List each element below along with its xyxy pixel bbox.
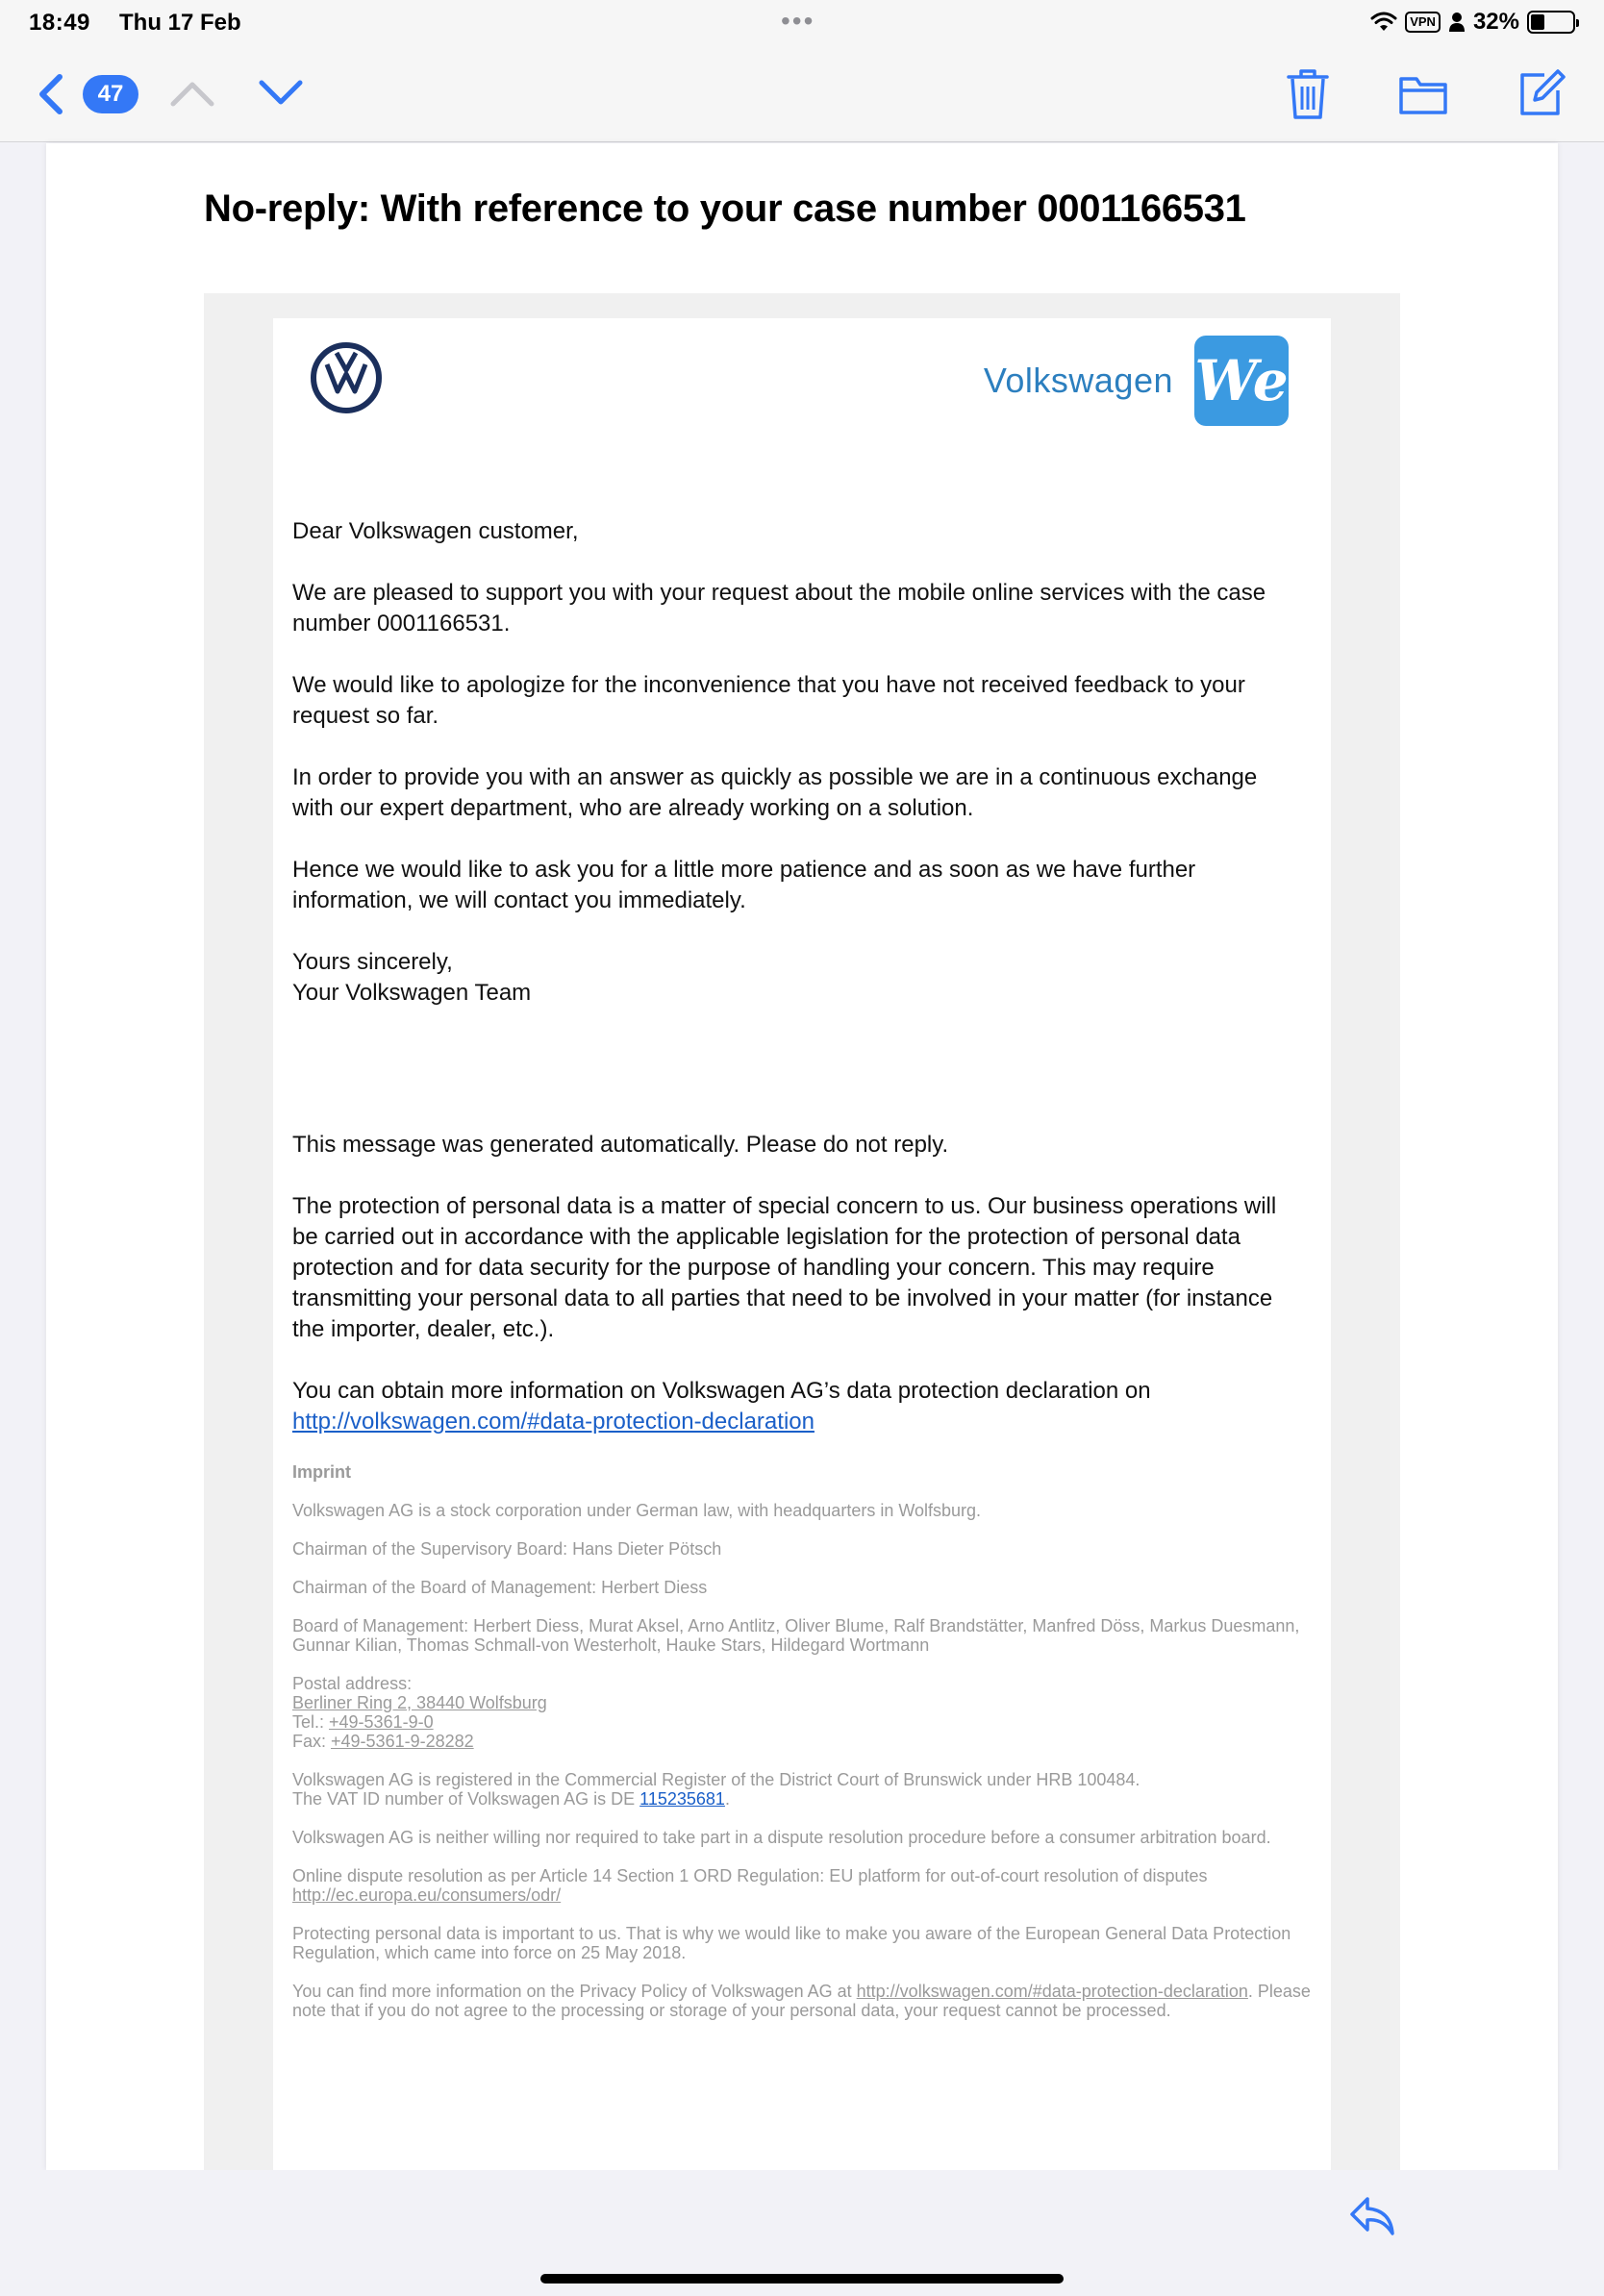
closing-line: Yours sincerely, (292, 949, 453, 975)
compose-icon[interactable] (1517, 67, 1566, 117)
reply-icon[interactable] (1348, 2195, 1396, 2237)
multitasking-dots-icon[interactable]: ••• (781, 6, 815, 36)
more-info-text: You can obtain more information on Volkswagen AG’s data protection declaration on (292, 1378, 1151, 1404)
brand-text: Volkswagen (983, 361, 1173, 400)
vat-suffix: . (724, 1789, 730, 1809)
privacy-suffix: . Please note that if you do not agree to the processing or storage of your personal data, your request cannot be processed. (292, 1982, 1311, 2020)
body-paragraph: We would like to apologize for the inconvenience that you have not received feedback to your request so far. (292, 672, 1245, 729)
status-right (1370, 9, 1575, 36)
auto-notice: This message was generated automatically. Please do not reply. (292, 1132, 949, 1158)
wifi-icon (1370, 12, 1397, 33)
more-info (292, 1376, 1292, 1437)
imprint-line: Board of Management: Herbert Diess, Murat Aksel, Arno Antlitz, Oliver Blume, Ralf Brandstätter, Manfred Döss, Markus Duesmann, Gunnar Kilian, Thomas Schmall-von Westerholt, Hauke Stars, Hildegard Wortmann (292, 1616, 1300, 1655)
email-body-frame (204, 293, 1400, 2170)
trash-icon[interactable] (1287, 67, 1329, 121)
imprint-section (292, 1462, 1312, 2039)
phone-link[interactable]: +49-5361-9-0 (329, 1712, 434, 1732)
previous-message-icon[interactable] (169, 79, 215, 108)
imprint-title: Imprint (292, 1462, 351, 1482)
status-time: 18:49 (29, 10, 90, 36)
privacy-block (292, 1982, 1312, 2020)
imprint-line: Volkswagen AG is neither willing nor required to take part in a dispute resolution procedure before a consumer arbitration board. (292, 1828, 1271, 1847)
person-icon (1448, 12, 1466, 33)
battery-percent: 32% (1472, 9, 1519, 35)
vpn-badge: VPN (1405, 12, 1441, 33)
vat-prefix: The VAT ID number of Volkswagen AG is DE (292, 1789, 640, 1809)
bottom-toolbar (0, 2170, 1604, 2296)
fax-label: Fax: (292, 1732, 332, 1751)
imprint-line: Volkswagen AG is a stock corporation under German law, with headquarters in Wolfsburg. (292, 1501, 982, 1520)
privacy-prefix: You can find more information on the Privacy Policy of Volkswagen AG at (292, 1982, 857, 2001)
closing (292, 947, 1292, 1009)
tel-label: Tel.: (292, 1712, 330, 1732)
fax-link[interactable]: +49-5361-9-28282 (331, 1732, 474, 1751)
signature: Your Volkswagen Team (292, 980, 532, 1006)
home-indicator[interactable] (540, 2274, 1064, 2284)
volkswagen-logo-icon (310, 341, 383, 414)
body-paragraph: Hence we would like to ask you for a little more patience and as soon as we have further information, we will contact you immediately. (292, 857, 1196, 913)
status-date: Thu 17 Feb (119, 10, 241, 36)
postal-block (292, 1674, 1312, 1751)
message-text (292, 516, 1292, 1468)
folder-icon[interactable] (1398, 73, 1448, 115)
mail-toolbar (0, 46, 1604, 142)
privacy-link[interactable]: http://volkswagen.com/#data-protection-declaration (856, 1982, 1248, 2001)
imprint-line: Chairman of the Board of Management: Herbert Diess (292, 1578, 708, 1597)
we-badge: We (1194, 336, 1289, 426)
odr-block (292, 1866, 1312, 1905)
next-message-icon[interactable] (258, 79, 304, 108)
data-protection-link[interactable]: http://volkswagen.com/#data-protection-declaration (292, 1409, 815, 1435)
back-chevron-icon[interactable] (35, 73, 67, 115)
body-paragraph: In order to provide you with an answer as quickly as possible we are in a continuous exchange with our expert department, who are already working on a solution. (292, 764, 1258, 821)
data-protection-text: The protection of personal data is a matter of special concern to us. Our business operations will be carried out in accordance with the applicable legislation for the protection of personal data protection and for data security for the purpose of handling your concern. This may require transmitting your personal data to all parties that need to be involved in your matter (for instance the importer, dealer, etc.). (292, 1193, 1277, 1342)
postal-label: Postal address: (292, 1674, 413, 1693)
postal-address-link[interactable]: Berliner Ring 2, 38440 Wolfsburg (292, 1693, 547, 1712)
battery-icon (1527, 11, 1575, 34)
greeting: Dear Volkswagen customer, (292, 518, 579, 544)
register-text: Volkswagen AG is registered in the Commercial Register of the District Court of Brunswick under HRB 100484. (292, 1770, 1140, 1789)
register-block (292, 1770, 1312, 1809)
imprint-line: Chairman of the Supervisory Board: Hans Dieter Pötsch (292, 1539, 722, 1559)
email-body (273, 318, 1331, 2170)
odr-text: Online dispute resolution as per Article 14 Section 1 ORD Regulation: EU platform for out-of-court resolution of disputes (292, 1866, 1208, 1885)
message-subject: No-reply: With reference to your case number 0001166531 (204, 187, 1246, 230)
body-paragraph: We are pleased to support you with your request about the mobile online services with the case number 0001166531. (292, 580, 1266, 636)
message-view (46, 143, 1558, 2170)
status-bar (0, 0, 1604, 46)
unread-count-badge[interactable]: 47 (83, 75, 138, 113)
vat-number-link[interactable]: 115235681 (639, 1789, 725, 1809)
imprint-line: Protecting personal data is important to us. That is why we would like to make you aware of the European General Data Protection Regulation, which came into force on 25 May 2018. (292, 1924, 1291, 1962)
volkswagen-we-logo (984, 336, 1289, 426)
odr-link[interactable]: http://ec.europa.eu/consumers/odr/ (292, 1885, 562, 1905)
